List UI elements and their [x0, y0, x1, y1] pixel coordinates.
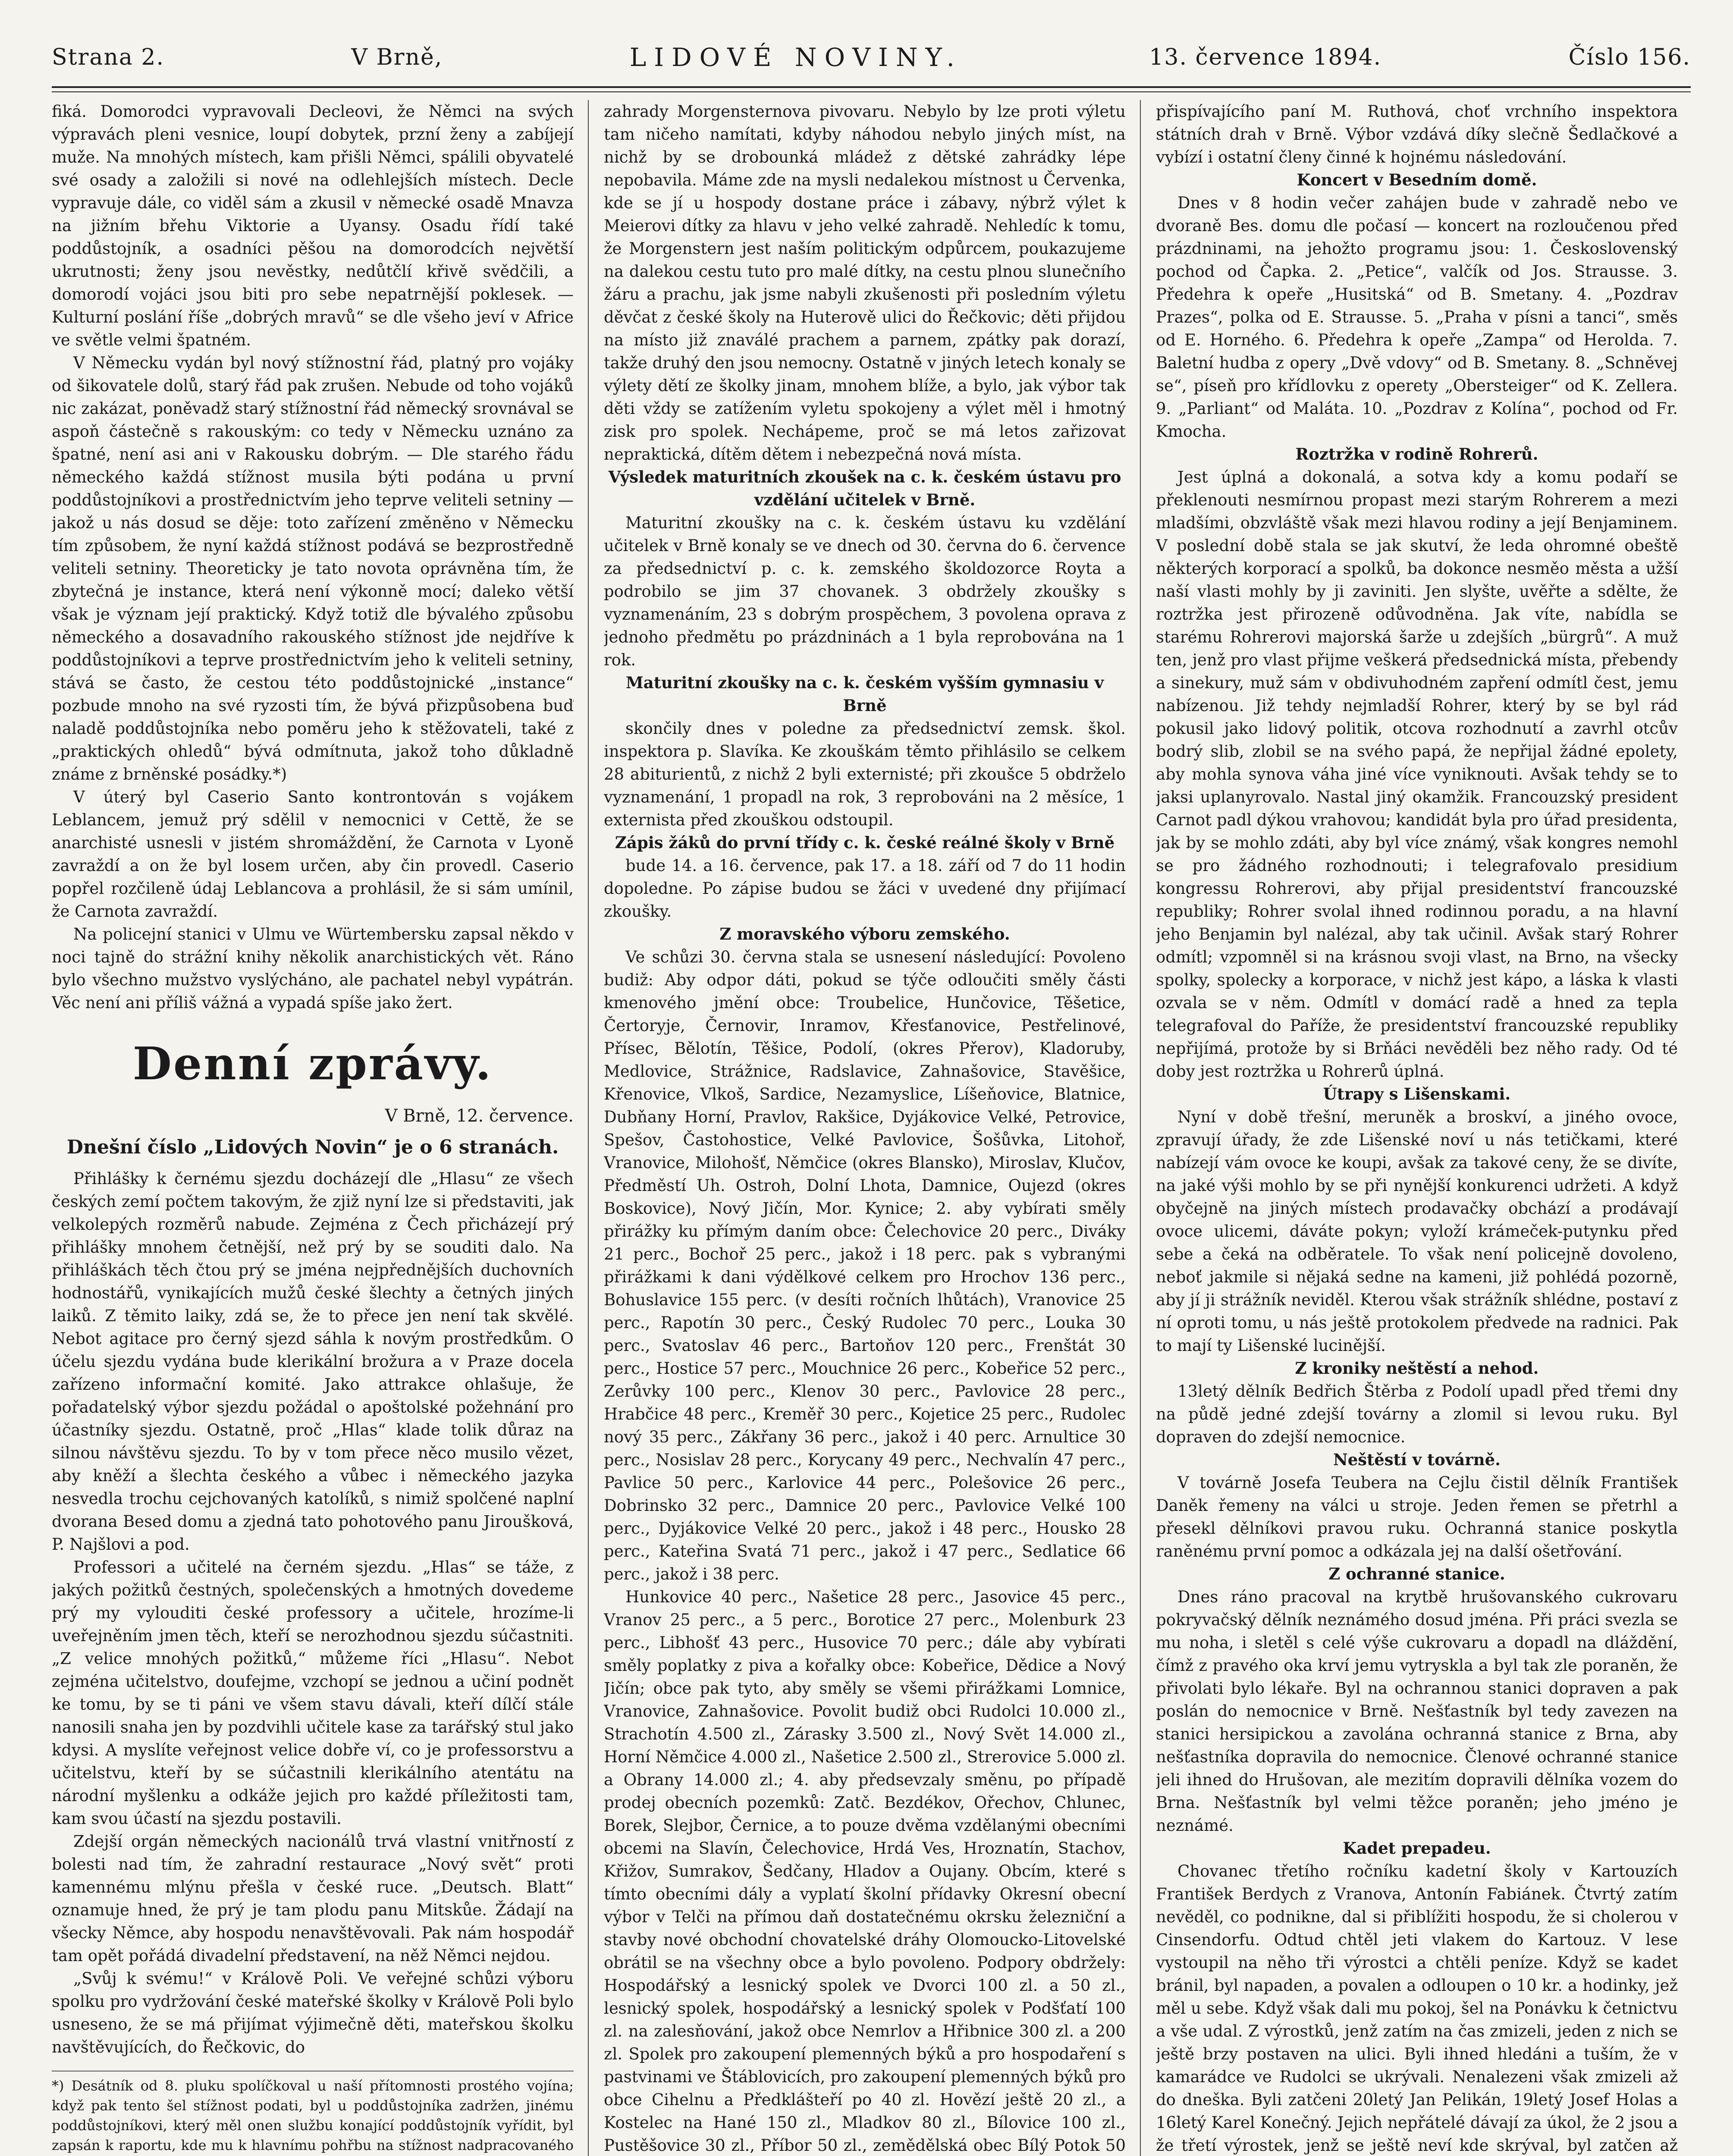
article-paragraph: bude 14. a 16. července, pak 17. a 18. září od 7 do 11 hodin dopoledne. Po zápise budou se žáci v uvedené dny přijímací zkoušky. [604, 856, 1126, 921]
article-heading: Koncert v Besedním domě. [1297, 170, 1537, 189]
article-heading: Neštěstí v továrně. [1333, 1450, 1501, 1469]
lead-notice: Dnešní číslo „Lidových Novin“ je o 6 stranách. [66, 1136, 559, 1158]
footnote: *) Desátník od 8. pluku spolíčkoval u naší přítomnosti prostého vojína; když pak tento šel stížnost podati, byl u poddůstojníka zadržen, jinému poddůstojníkovi, který měl onen službu konající poddůstojník vyřídit, byl zapsán k raportu, kde mu k hlavnímu pohřbu na stížnost nadpracovaného [52, 2071, 574, 2156]
article-heading: Z moravského výboru zemského. [719, 924, 1010, 943]
header-rule-thin [52, 91, 1691, 92]
article-heading: Útrapy s Lišenskami. [1323, 1084, 1511, 1103]
article-heading: Maturitní zkoušky na c. k. českém vyšším gymnasiu v Brně [625, 673, 1104, 715]
article-paragraph: V úterý byl Caserio Santo kontrontován s vojákem Leblancem, jemuž prý sdělil v nemocnici v Cettě, že se anarchisté usnesli v jistém shromáždění, že Carnota v Lyoně zavraždí a on že byl losem určen, aby čin provedl. Caserio popřel rozčileně údaj Leblancova a prohlásil, že si sám umínil, že Carnota zavraždí. [52, 788, 574, 921]
article-paragraph: Professori a učitelé na černém sjezdu. „Hlas“ se táže, z jakých požitků čestných, společenských a hmotných dovedeme prý my vylouditi české professory a učitele, hrozíme-li uveřejněním jmen těch, kteří se nerozhodnou sjezdu súčastniti. „Z velice mnohých požitků,“ můžeme říci „Hlasu“. Nebot zejména učitelstvo, doufejme, vzchopí se jednou a učiní podnět ke tomu, by se ti páni ve všem stavu dávali, kteří dílčí stále nanosili snaha jen by pozdvihli učitele kase za tarářský stul jako kdysi. A myslíte veřejnost velice dobře ví, co je professorstvu a učitelstvu, kteří by se súčastnili klerikálního atentátu na národní myšlenku a odkáže jejich pro každé příležitosti tam, kam svou účastí na sjezdu postavili. [52, 1558, 574, 1828]
article-paragraph: Na policejní stanici v Ulmu ve Würtembersku zapsal někdo v noci tajně do strážní knihy několik anarchistických vět. Ráno bylo všechno mužstvo vyslýcháno, ale pachatel nebyl vypátrán. Věc není ani příliš vážná a vypadá spíše jako žert. [52, 925, 574, 1012]
article-paragraph: přispívajícího paní M. Ruthová, choť vrchního inspektora státních drah v Brně. Výbor vzdává díky slečně Šedlačkové a vybízí i ostatní členy činné k hojnému následování. [1156, 102, 1678, 166]
article-paragraph: Zdejší orgán německých nacionálů trvá vlastní vnitřností z bolesti nad tím, že zahradní restaurace „Nový svět“ proti kamennému mlýnu přešla v české ruce. „Deutsch. Blatt“ oznamuje hned, že prý je tam plodu panu Mitskůe. Žádají na všecky Němce, aby hospodu nenavštěvovali. Pak nám hospodář tam opět pořádá divadelní představení, na něž Němci nejdou. [52, 1832, 574, 1965]
article-paragraph: Jest úplná a dokonalá, a sotva kdy a komu podaří se překlenouti nesmírnou propast mezi starým Rohrerem a mezi mladšími, obzvláště však mezi hlavou rodiny a její Benjaminem. V poslední době stala se jak skutví, že leda ohromné obeště některých korporací a spolků, ba dokonce nesměo města a užší naší vlasti mohly by ji zaviniti. Jen slyšte, uvěřte a sdělte, že roztržka jest přirozeně odůvodněna. Jak víte, nabídla se starému Rohrerovi majorská šarže u zdejších „bürgrů“. A muž ten, jenž pro vlast přijme veškerá předsednická místa, přebendy a sinekury, muž sám v obdivuhodném zapření odmítl čest, jemu nabízenou. Již tehdy nejmladší Rohrer, který by se byl rád pokusil jako lidový politik, otcova rozhodnutí a zavrhl otcův bodrý slib, zlobil se na svého papá, že nepřijal žádné epolety, aby mohla synova váha jiné více vyniknouti. Avšak tehdy se to jaksi uplanyrovalo. Nastal jiný okamžik. Francouzský president Carnot padl dýkou vrahovou; kandidát byla pro úřad presidenta, jak by se mohlo zdáti, aby byl více známý, však kongres nemohl se pro žádného rozhodnouti; i telegrafovalo presidium kongressu Rohrerovi, aby přijal presidentství francouzské republiky; Rohrer svolal ihned rodinnou poradu, a na hlavní jeho Benjamin byl nalézal, aby tak učinil. Avšak starý Rohrer odmítl; vzpomněl si na krásnou svoji vlast, na Brno, na všecky spolky, spolecky a korporace, v nichž jest kápo, a láska k vlasti ozvala se v něm. Odmítl v domácí radě a hned za tepla telegrafoval do Paříže, že presidentství francouzské republiky nepřijímá, protože by si Brňáci nevěděli bez něho rady. Od té doby jest roztržka u Rohrerů úplná. [1156, 468, 1678, 1081]
dateline: V Brně, 12. července. [385, 1106, 574, 1126]
place-line: V Brně, [351, 44, 443, 70]
issue-date: 13. července 1894. [1149, 44, 1382, 70]
header-rule [52, 86, 1691, 88]
article-paragraph: Přihlášky k černému sjezdu docházejí dle „Hlasu“ ze všech českých zemí počtem takovým, že zjiž nyní lze si představiti, jak velkolepých rozměrů nabude. Zejména z Čech přicházejí prý přihlášky mnohem četnější, než prý by se souditi dalo. Na přihláškách těch čtou prý se jména nejpřednějších duchovních hodnostářů, vynikajících mužů české šlechty a četných jiných laiků. Z těmito laiky, zdá se, že to přece jen není tak skvělé. Nebot agitace pro černý sjezd sáhla k novým prostředkům. O účelu sjezdu vydána bude klerikální brožura a v Praze docela zařízeno informační komité. Jako attrakce ohlašuje, že pořadatelský výbor sjezdu požádal o apoštolské požehnání pro účastníky sjezdu. Ostatně, proč „Hlas“ klade tolik důraz na silnou návštěvu sjezdu. To by v tom přece něco musilo vězet, aby kněží a šlechta českého a vůbec i německého jazyka nesvedla trochu cejchovaných katolíků, s nimiž spolčené naplní dvorana Besed domu a zjedná tato pohotového panu Jiroušková, P. Najšlovi a pod. [52, 1169, 574, 1554]
article-heading: Zápis žáků do první třídy c. k. české reálné školy v Brně [615, 833, 1115, 852]
column-2 [604, 100, 1126, 2156]
page-header [52, 34, 1691, 81]
article-paragraph: fiká. Domorodci vypravovali Decleovi, že Němci na svých výpravách pleni vesnice, loupí dobytek, przní ženy a zabíjejí muže. Na mnohých místech, kam přišli Němci, spálili obyvatelé své osady a založili si nové na odlehlejších místech. Decle vypravuje dále, co viděl sám a zkusil v německé osadě Mnavza na jižním břehu Viktorie a Uyansy. Osadu řídí také poddůstojník, a osadníci pěšou na domorodcích největší ukrutnosti; ženy jsou nevěstky, nedůtčlí křivě svědčili, a domorodí vojáci jsou biti pro sebe nepatrnější poklesek. — Kulturní poslání říše „dobrých mravů“ se dle všeho jeví v Africe ve světle velmi špatném. [52, 102, 574, 349]
article-paragraph: V továrně Josefa Teubera na Cejlu čistil dělník František Daněk řemeny na válci u stroje. Jeden řemen se přetrhl a přesekl dělníkovi pravou ruku. Ochranná stanice poskytla raněnému první pomoc a odkázala jej na další ošetřování. [1156, 1473, 1678, 1561]
article-paragraph: „Svůj k svému!“ v Králově Poli. Ve veřejné schůzi výboru spolku pro vydržování české mateřské školky v Králově Poli bylo usneseno, že se má přijímat výjimečně děti, mateřskou školku navštěvujících, do Řečkovic, do [52, 1969, 574, 2056]
column-divider [1140, 100, 1141, 2156]
article-heading: Z ochranné stanice. [1328, 1564, 1505, 1583]
page-number: Strana 2. [52, 44, 165, 70]
issue-number: Číslo 156. [1568, 44, 1691, 70]
article-paragraph: skončily dnes v poledne za předsednictví zemsk. škol. inspektora p. Slavíka. Ke zkouškám těmto přihlásilo se celkem 28 abiturientů, z nichž 2 byli externisté; při zkoušce 5 obdrželo vyznamenání, 1 propadl na rok, 3 reprobováni na 2 měsíce, 1 externista před zkouškou odstoupil. [604, 719, 1126, 829]
article-paragraph: Dnes v 8 hodin večer zahájen bude v zahradě nebo ve dvoraně Bes. domu dle počasí — koncert na rozloučenou před prázdninami, na jehožto programu jsou: 1. Československý pochod od Čapka. 2. „Petice“, valčík od Jos. Strausse. 3. Předehra k opeře „Husitská“ od B. Smetany. 4. „Pozdrav Prazes“, polka od E. Strausse. 5. „Praha v písni a tanci“, směs od E. Horného. 6. Předehra k opeře „Zampa“ od Herolda. 7. Baletní hudba z opery „Dvě vdovy“ od B. Smetany. 8. „Schněvej se“, píseň pro křídlovku z operety „Obersteiger“ od K. Zellera. 9. „Parliant“ od Maláta. 10. „Pozdrav z Kolína“, pochod od Fr. Kmocha. [1156, 194, 1678, 441]
article-paragraph: 13letý dělník Bedřich Štěrba z Podolí upadl před třemi dny na půdě jedné zdejší továrny a zlomil si levou ruku. Byl dopraven do zdejší nemocnice. [1156, 1382, 1678, 1446]
article-paragraph: Nyní v době třešní, meruněk a broskví, a jiného ovoce, zpravují úřady, že zde Lišenské noví u nás tetičkami, které nabízejí vám ovoce ke koupi, avšak za takové ceny, že se divíte, na jaké výši mohlo by se při nynější konkurenci udržeti. A když obyčejně na jiných místech prodavačky obchází a prodávají ovoce ulicemi, dáváte pokyn; vyloží krámeček-putynku před sebe a čeká na odběratele. To však není policejně dovoleno, neboť jakmile si nějaká sedne na kameni, již pohlédá pozorně, aby jí ji strážník neviděl. Kterou však strážník shlédne, postaví z ní oproti tomu, u nás ještě protokolem předvede na radnici. Pak to mají ty Lišenské lucinější. [1156, 1108, 1678, 1355]
article-paragraph: Maturitní zkoušky na c. k. českém ústavu ku vzdělání učitelek v Brně konaly se ve dnech od 30. června do 6. července za předsednictví p. c. k. zemského školdozorce Royta a podrobilo se jim 37 chovanek. 3 obdržely zkoušky s vyznamenáním, 23 s dobrým prospěchem, 3 povolena oprava z jednoho předmětu po prázdninách a 1 byla reprobována na 1 rok. [604, 514, 1126, 669]
article-heading: Roztržka v rodině Rohrerů. [1295, 445, 1538, 464]
article-heading: Z kroniky neštěstí a nehod. [1295, 1359, 1539, 1378]
column-1 [52, 100, 574, 2156]
section-title: Denní zprávy. [132, 1037, 493, 1090]
article-heading: Kadet prepadeu. [1343, 1839, 1491, 1858]
masthead-title: LIDOVÉ NOVINY. [629, 43, 962, 72]
column-3 [1156, 100, 1678, 2156]
article-paragraph: zahrady Morgensternova pivovaru. Nebylo by lze proti výletu tam ničeho namítati, kdyby náhodou nebylo jiných míst, na nichž by se drobounká mládež z dětské zahrádky lépe nepobavila. Máme zde na mysli nedalekou místnost u Červenka, kde se jí u hospody dostane práce i zábavy, nýbrž výlet k Meierovi dítky za hlavu v jeho velké zahradě. Nehledíc k tomu, že Morgenstern jest naším politickým odpůrcem, poukazujeme na dalekou cestu tuto pro malé dítky, na cestu plnou slunečního žáru a prachu, jak jsme nabyli zkušenosti při posledním výletu děvčat z české školy na Huterově ulici do Řečkovic; děti přijdou na místo již znaválé prachem a parnem, zpátky pak dorazí, takže druhý den jsou nemocny. Ostatně v jiných letech konaly se výlety dětí ze školky jinam, mnohem blíže, a bylo, jak výbor tak děti vždy se zatížením vyletu spokojeny a výlet měl i hmotný zisk pro spolek. Nechápeme, proč se má letos zařizovat nepraktická, dítěm dětem i nebezpečná nová místa. [604, 102, 1126, 464]
article-heading: Výsledek maturitních zkoušek na c. k. českém ústavu pro vzdělání učitelek v Brně. [608, 467, 1121, 509]
article-paragraph: V Německu vydán byl nový stížnostní řád, platný pro vojáky od šikovatele dolů, starý řád pak zrušen. Nebude od toho vojáků nic zakázat, poněvadž starý stížnostní řád německý srovnával se aspoň částečně s rakouským: co tedy v Německu uznáno za špatné, není asi ani v Rakousku dobrým. — Dle starého řádu německého každá stížnost musila býti podána u první poddůstojníkovi a prostřednictvím jeho teprve veliteli setniny — jakož u nás dosud se děje: toto zařízení změněno v Německu tím způsobem, že nyní každá stížnost podává se bezprostředně veliteli setniny. Theoreticky je tato novota oprávněna tím, že zbytečná je instance, která není výkonně mocí; daleko větší však je význam její praktický. Když totiž dle bývalého způsobu německého a dosavadního rakouského stížnost jde nejdříve k poddůstojníkovi a teprve prostřednictvím jeho k veliteli setniny, stává se často, že cestou této poddůstojnické „instance“ pozbude mnoho na své ryzosti tím, že bývá přizpůsobena buď naladě poddůstojníka nebo poměru jeho k stěžovateli, také z „praktických ohledů“ bývá odmítnuta, jakož toho důkladně známe z brněnské posádky.*) [52, 354, 574, 783]
column-divider [588, 100, 589, 2156]
article-paragraph: Ve schůzi 30. června stala se usnesení následující: Povoleno budiž: Aby odpor dáti, pokud se týče odloučiti směly části kmenového jmění obce: Troubelice, Hunčovice, Těšetice, Čertoryje, Černovir, Inramov, Křesťanovice, Pestřelinové, Přísec, Bělotín, Těšice, Podolí, (okres Přerov), Kladoruby, Medlovice, Strážnice, Radslavice, Zahnašovice, Stavěšice, Křenovice, Vlkoš, Sardice, Nezamyslice, Líšeňovice, Blatnice, Dubňany Horní, Pravlov, Rakšice, Dyjákovice Velké, Petrovice, Spešov, Častohostice, Velké Pavlovice, Šošůvka, Litohoř, Vranovice, Milohošť, Němčice (okres Blansko), Miroslav, Klučov, Předměstí Uh. Ostroh, Dolní Lhota, Damnice, Oujezd (okres Boskovice), Nový Jičín, Mor. Kynice; 2. aby vybírati směly přirážky ku přímým daním obce: Čelechovice 20 perc., Diváky 21 perc., Bochoř 25 perc., jakož i 18 perc. pak s vybranými přirážkami k dani výdělkové celkem pro Hrochov 136 perc., Bohuslavice 155 perc. (v desíti ročních lhůtách), Vranovice 25 perc., Rapotín 30 perc., Český Rudolec 70 perc., Louka 30 perc., Svatoslav 46 perc., Bartoňov 120 perc., Frenštát 30 perc., Hostice 57 perc., Mouchnice 26 perc., Kobeřice 52 perc., Zerůvky 100 perc., Klenov 30 perc., Pavlovice 28 perc., Hrabčice 48 perc., Kreměř 30 perc., Kojetice 25 perc., Rudolec nový 35 perc., Zákřany 36 perc., jakož i 40 perc. Arnultice 30 perc., Nosislav 28 perc., Korycany 49 perc., Nechvalín 47 perc., Pavlice 50 perc., Karlovice 44 perc., Polešovice 26 perc., Dobrinsko 32 perc., Damnice 20 perc., Pavlovice Velké 100 perc., Dyjákovice Velké 20 perc., jakož i 48 perc., Housko 28 perc., Kateřina Svatá 71 perc., jakož i 47 perc., Sedlatice 66 perc., jakož i 38 perc. [604, 948, 1126, 1583]
article-paragraph: Hunkovice 40 perc., Našetice 28 perc., Jasovice 45 perc., Vranov 25 perc., a 5 perc., Borotice 27 perc., Molenburk 23 perc., Libhošť 43 perc., Husovice 70 perc.; dále aby vybírati směly poplatky z piva a kořalky obce: Kobeřice, Dědice a Nový Jičín; obce pak tyto, aby směly se všemi přirážkami Lomnice, Vranovice, Zahnašovice. Povolit budiž obci Rudolci 10.000 zl., Strachotín 4.500 zl., Zárasky 3.500 zl., Nový Svět 14.000 zl., Horní Němčice 4.000 zl., Našetice 2.500 zl., Strerovice 5.000 zl. a Obrany 14.000 zl.; 4. aby předsevzaly směnu, po případě prodej obecních pozemků: Zatč. Bezdékov, Ořechov, Chlunec, Borek, Slejbor, Černice, a to pouze dvěma vzdělanými obecními obcemi na Slavín, Čelechovice, Hrdá Ves, Hroznatín, Stachov, Křižov, Sumrakov, Šedčany, Hladov a Oujany. Obcím, které s tímto obecními dály a vyplatí školní přídavky Okresní obecní výbor v Telči na přímou daň dostatečnému okrsku železniční a stavby nové obchodní chovatelské dráhy Olomoucko-Litovelské obrátil se na všechny obce a bylo povoleno. Podpory obdržely: Hospodářský a lesnický spolek ve Dvorci 100 zl. a 50 zl., lesnický spolek, hospodářský a lesnický spolek v Podšťatí 100 zl. na zalesňování, jakož obce Nemrlov a Hřibnice 300 zl. a 200 zl. Spolek pro zakoupení plemenných býků a pro hospodaření s pastvinami ve Štáblovicích, pro zakoupení plemenných býků pro obce Cihelnu a Předklášteří po 40 zl. Hovězí ještě 20 zl., a Kostelec na Hané 150 zl., Mladkov 80 zl., Bílovice 100 zl., Pustěšovice 30 zl., Příbor 50 zl., zemědělská obec Bílý Potok 50 [604, 1588, 1126, 2155]
article-paragraph: Dnes ráno pracoval na krytbě hrušovanského cukrovaru pokryvačský dělník neznámého dosud jména. Při práci svezla se mu noha, i sletěl s celé výše cukrovaru a dopadl na dláždění, čímž z pravého oka krví jemu vytryskla a byl tak zle poraněn, že přivolati bylo lékaře. Byl na ochrannou stanici dopraven a pak poslán do nemocnice v Brně. Nešťastník byl tedy zavezen na stanici hersipickou a zavolána ochranná stanice z Brna, aby nešťastníka dopravila do nemocnice. Členové ochranné stanice jeli ihned do Hrušovan, ale mezitím dopravili dělníka vozem do Brna. Nešťastník byl velmi těžce poraněn; jeho jméno je neznámé. [1156, 1588, 1678, 1835]
article-paragraph: Chovanec třetího ročníku kadetní školy v Kartouzích František Berdych z Vranova, Antonín Fabiánek. Čtvrtý zatím nevěděl, co podnikne, dal si přiblížiti hospodu, že si cholerou v Cinsendorfu. Odtud chtěl jeti vlakem do Kartouz. V lese vystoupil na něho tři výrostci a chtěli peníze. Když se kadet bránil, byl napaden, a povalen a odloupen o 10 kr. a hodinky, jež měl u sebe. Když však dali mu pokoj, šel na Ponávku k četnictvu a vše udal. Z výrostků, jenž zatím na čas zmizeli, jeden z nich se ještě brzy postaven na ulici. Byli ihned hledáni a tuším, že v kamarádce ve Rudolci se ukrývali. Nenalezeni však zmizeli až do dneška. Byli zatčeni 20letý Jan Pelikán, 19letý Josef Holas a 16letý Karel Konečný. Jejich nepřátelé dávají za úkol, že 2 jsou a že třetí výrostek, jenž se ještě neví kde skrýval, byl zatčen až [1156, 1862, 1678, 2155]
